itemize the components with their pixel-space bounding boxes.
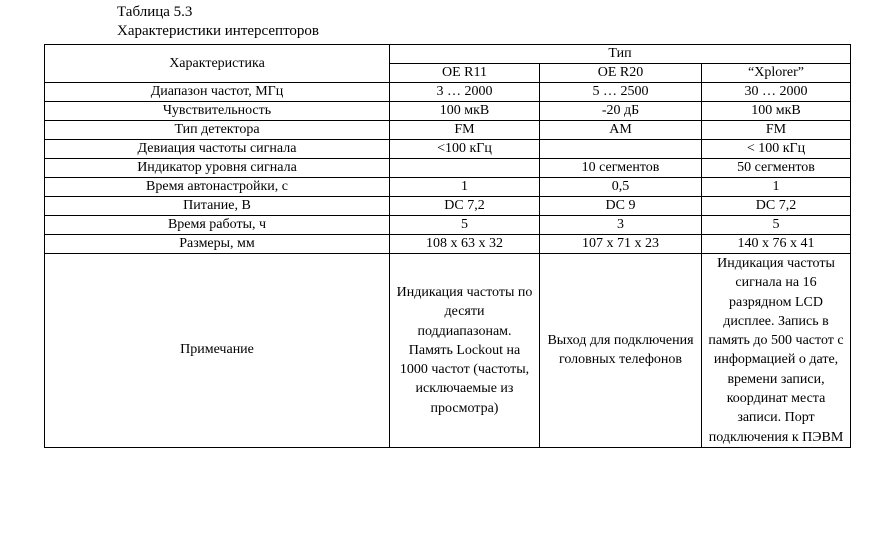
cell-oe-r11: 1 [390,178,540,197]
table-row [45,140,851,159]
cell-oe-r20: AM [540,121,702,140]
note-oe-r11: Индикация частоты по десяти поддиапазонам. Память Lockout на 1000 частот (частоты, исключаемые из просмотра) [390,254,540,448]
row-label: Питание, В [45,197,390,216]
table-row [45,235,851,254]
header-type: Тип [390,45,851,64]
cell-oe-r11 [390,159,540,178]
header-model-xplorer: “Xplorer” [702,64,851,83]
table-caption [117,3,319,41]
cell-xplorer: 5 [702,216,851,235]
row-label: Размеры, мм [45,235,390,254]
note-row [45,254,851,448]
cell-oe-r11: 100 мкВ [390,102,540,121]
cell-xplorer: 50 сегментов [702,159,851,178]
note-xplorer: Индикация частоты сигнала на 16 разрядном LCD дисплее. Запись в память до 500 частот с информацией о дате, времени записи, координат места записи. Порт подключения к ПЭВМ [702,254,851,448]
cell-xplorer: 1 [702,178,851,197]
cell-xplorer: 100 мкВ [702,102,851,121]
cell-xplorer: 140 x 76 x 41 [702,235,851,254]
cell-xplorer: 30 … 2000 [702,83,851,102]
cell-oe-r20: 0,5 [540,178,702,197]
row-label: Индикатор уровня сигнала [45,159,390,178]
header-row-type [45,45,851,64]
table-row [45,102,851,121]
cell-oe-r20: -20 дБ [540,102,702,121]
cell-oe-r20: 10 сегментов [540,159,702,178]
table-row [45,216,851,235]
row-label: Тип детектора [45,121,390,140]
header-characteristic: Характеристика [45,45,390,83]
table-row [45,178,851,197]
cell-xplorer: DC 7,2 [702,197,851,216]
cell-oe-r20 [540,140,702,159]
cell-oe-r20: 107 x 71 x 23 [540,235,702,254]
header-model-oe-r20: OE R20 [540,64,702,83]
row-label: Диапазон частот, МГц [45,83,390,102]
header-model-oe-r11: OE R11 [390,64,540,83]
characteristics-table [44,44,851,448]
cell-oe-r20: DC 9 [540,197,702,216]
row-label: Девиация частоты сигнала [45,140,390,159]
note-oe-r20: Выход для подключения головных телефонов [540,254,702,448]
table-title: Характеристики интерсепторов [117,23,320,39]
cell-oe-r11: FM [390,121,540,140]
note-label: Примечание [45,254,390,448]
cell-oe-r20: 5 … 2500 [540,83,702,102]
table-row [45,159,851,178]
table-row [45,197,851,216]
cell-oe-r11: <100 кГц [390,140,540,159]
cell-xplorer: FM [702,121,851,140]
table-number: Таблица 5.3 [117,4,193,20]
cell-oe-r11: DC 7,2 [390,197,540,216]
row-label: Чувствительность [45,102,390,121]
cell-oe-r11: 5 [390,216,540,235]
row-label: Время автонастройки, с [45,178,390,197]
cell-oe-r20: 3 [540,216,702,235]
cell-xplorer: < 100 кГц [702,140,851,159]
table-row [45,121,851,140]
cell-oe-r11: 3 … 2000 [390,83,540,102]
row-label: Время работы, ч [45,216,390,235]
table-row [45,83,851,102]
cell-oe-r11: 108 x 63 x 32 [390,235,540,254]
